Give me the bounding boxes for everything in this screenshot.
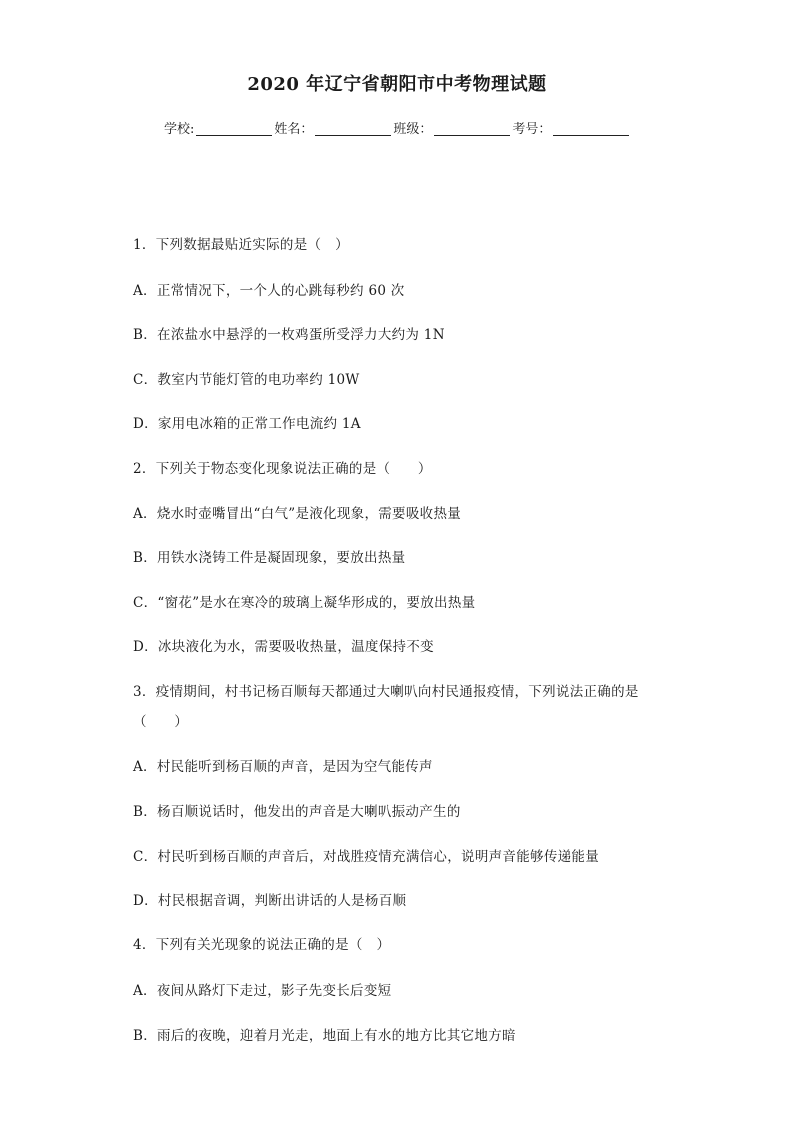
question-1-option-d: D．家用电冰箱的正常工作电流约 1A bbox=[133, 416, 361, 432]
question-1-stem: 1．下列数据最贴近实际的是（ ） bbox=[133, 237, 349, 253]
question-2-option-d: D．冰块液化为水，需要吸收热量，温度保持不变 bbox=[133, 639, 434, 655]
number-blank[interactable] bbox=[553, 121, 629, 136]
class-blank[interactable] bbox=[434, 121, 510, 136]
question-4-stem: 4．下列有关光现象的说法正确的是（ ） bbox=[133, 937, 391, 953]
page-title: 2020 年辽宁省朝阳市中考物理试题 bbox=[247, 74, 547, 95]
class-label: 班级： bbox=[393, 122, 433, 137]
question-3-option-d: D．村民根据音调，判断出讲话的人是杨百顺 bbox=[133, 893, 407, 909]
question-3-option-a: A．村民能听到杨百顺的声音，是因为空气能传声 bbox=[133, 759, 433, 775]
question-3-stem: 3．疫情期间，村书记杨百顺每天都通过大喇叭向村民通报疫情，下列说法正确的是 bbox=[133, 684, 639, 700]
question-2-option-b: B．用铁水浇铸工件是凝固现象，要放出热量 bbox=[133, 550, 406, 566]
school-label: 学校: bbox=[164, 122, 195, 137]
question-3-option-c: C．村民听到杨百顺的声音后，对战胜疫情充满信心，说明声音能够传递能量 bbox=[133, 849, 600, 865]
question-2-stem: 2．下列关于物态变化现象说法正确的是（ ） bbox=[133, 461, 432, 477]
question-2-option-c: C．“窗花”是水在寒冷的玻璃上凝华形成的，要放出热量 bbox=[133, 595, 476, 611]
question-2-option-a: A．烧水时壶嘴冒出“白气”是液化现象，需要吸收热量 bbox=[133, 506, 462, 522]
question-3-stem-continued: （ ） bbox=[133, 714, 189, 730]
name-blank[interactable] bbox=[315, 121, 391, 136]
question-4-option-b: B．雨后的夜晚，迎着月光走，地面上有水的地方比其它地方暗 bbox=[133, 1028, 516, 1044]
number-label: 考号： bbox=[512, 122, 552, 137]
question-1-option-b: B．在浓盐水中悬浮的一枚鸡蛋所受浮力大约为 1N bbox=[133, 327, 445, 343]
question-3-option-b: B．杨百顺说话时，他发出的声音是大喇叭振动产生的 bbox=[133, 804, 461, 820]
question-1-option-a: A．正常情况下，一个人的心跳每秒约 60 次 bbox=[133, 283, 405, 299]
student-info-row bbox=[164, 118, 631, 137]
school-blank[interactable] bbox=[196, 121, 272, 136]
question-1-option-c: C．教室内节能灯管的电功率约 10W bbox=[133, 372, 360, 388]
question-4-option-a: A．夜间从路灯下走过，影子先变长后变短 bbox=[133, 983, 392, 999]
name-label: 姓名： bbox=[274, 122, 314, 137]
